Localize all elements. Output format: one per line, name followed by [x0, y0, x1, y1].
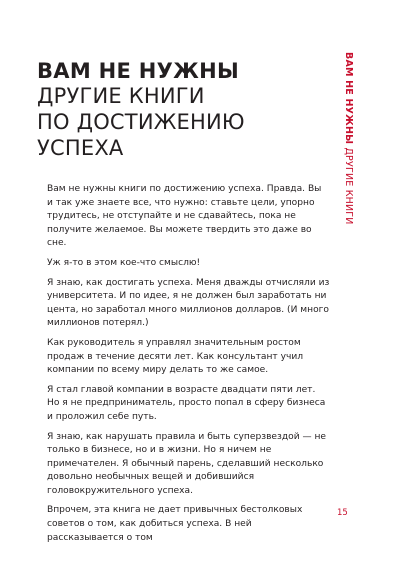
body-text — [47, 183, 330, 551]
paragraph: Уж я-то в этом кое-что смыслю! — [47, 257, 201, 268]
paragraph: Я стал главой компании в возрасте двадцати пяти лет. Но я не предприниматель, просто попал в сферу бизнеса и проложил себе путь. — [47, 384, 326, 422]
chapter-title-line-2: ПО ДОСТИЖЕНИЮ — [37, 110, 245, 134]
paragraph: Как руководитель я управлял значительным ростом продаж в течение десяти лет. Как консультант учил компании по всему миру делать то же самое. — [47, 337, 304, 376]
running-head-light: ДРУГИЕ КНИГИ — [343, 147, 354, 225]
chapter-title-bold: ВАМ НЕ НУЖНЫ — [37, 59, 240, 83]
paragraph: Впрочем, эта книга не дает привычных бестолковых советов о том, как добиться успеха. В ней рассказывается о том — [47, 505, 303, 543]
chapter-title-line-3: УСПЕХА — [37, 136, 124, 160]
chapter-title-line-1: ДРУГИЕ КНИГИ — [37, 84, 205, 108]
running-head — [337, 52, 359, 225]
page-number: 15 — [337, 508, 348, 518]
paragraph: Вам не нужны книги по достижению успеха. Правда. Вы и так уже знаете все, что нужно: ставьте цели, упорно трудитесь, не отступайте и не сдавайтесь, пока не получите желаемое. Вы можете твердить это даже во сне. — [47, 184, 322, 249]
chapter-title — [37, 59, 337, 161]
paragraph: Я знаю, как нарушать правила и быть суперзвездой — не только в бизнесе, но и в жизни. Но я ничем не примечателен. Я обычный парень, сделавший несколько довольно необычных вещей и добившийся головокружительного успеха. — [47, 431, 327, 496]
paragraph: Я знаю, как достигать успеха. Меня дважды отчисляли из университета. И по идее, я не должен был заработать ни цента, но заработал много миллионов долларов. (И много миллионов потерял.) — [47, 277, 330, 329]
running-head-bold: ВАМ НЕ НУЖНЫ — [343, 52, 354, 145]
